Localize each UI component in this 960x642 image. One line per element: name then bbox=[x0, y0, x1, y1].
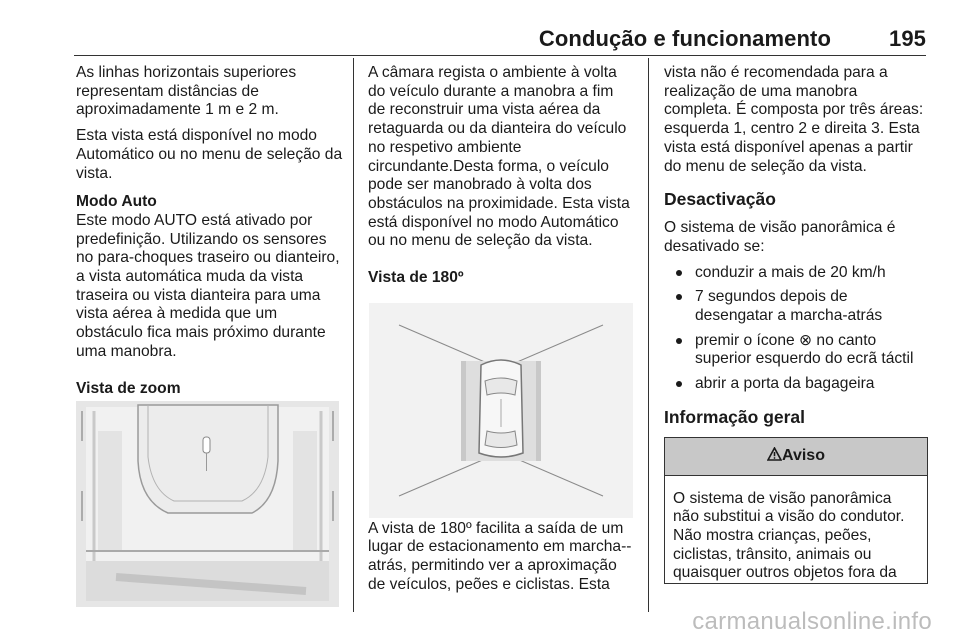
chapter-title: Condução e funcionamento bbox=[538, 26, 831, 51]
deactivation-list bbox=[664, 264, 928, 394]
column-left bbox=[76, 64, 344, 398]
paragraph: O sistema de visão panorâmica é desativado se: bbox=[664, 219, 896, 255]
list-item: abrir a porta da bagageira bbox=[664, 375, 928, 394]
figure-caption-180: Vista de 180º bbox=[368, 269, 464, 287]
paragraph: A vista de 180º facilita a saída de um lugar de estacionamento em marcha-​-atrás, permitindo ver a aproximação de veículos, peões e ciclistas. Esta bbox=[368, 519, 632, 593]
header-rule bbox=[74, 55, 926, 56]
figure-caption-zoom: Vista de zoom bbox=[76, 379, 181, 397]
warning-header bbox=[665, 438, 927, 476]
column-right bbox=[664, 64, 928, 584]
list-item: 7 segundos depois de desengatar a marcha-atrás bbox=[664, 288, 928, 325]
paragraph: As linhas horizontais superiores representam distâncias de aproximadamente 1 m e 2 m. bbox=[76, 64, 297, 119]
view-180-illustration bbox=[369, 303, 633, 518]
heading-informacao-geral: Informação geral bbox=[664, 406, 806, 427]
column-divider-1 bbox=[353, 58, 354, 612]
list-item: premir o ícone ⊗ no canto superior esquerdo do ecrã táctil bbox=[664, 332, 928, 369]
page-number: 195 bbox=[888, 26, 926, 51]
paragraph: A câmara regista o ambiente à volta do veículo durante a manobra a fim de reconstruir uma vista aérea da retaguarda ou da dianteira do veículo no respetivo ambiente circundante.Desta forma, o veículo pode ser manobrado à volta dos obstáculos na proximidade. Esta vista está disponível no modo Automático ou no menu de seleção da vista. bbox=[368, 64, 630, 250]
page-header bbox=[539, 26, 926, 52]
watermark: carmanualsonline.info bbox=[692, 608, 932, 635]
paragraph: Esta vista está disponível no modo Automático ou no menu de seleção da vista. bbox=[76, 127, 343, 182]
paragraph: Este modo AUTO está ativado por predefinição. Utilizando os sensores no para-choques traseiro ou dianteiro, a vista automática muda da vista traseira ou vista dianteira para uma vista aérea à medida que um obstáculo fica mais próximo durante uma manobra. bbox=[76, 211, 340, 360]
warning-title: Aviso bbox=[782, 446, 825, 464]
zoom-view-illustration bbox=[76, 401, 339, 607]
column-divider-2 bbox=[648, 58, 649, 612]
paragraph: vista não é recomendada para a realização de uma manobra completa. É composta por três áreas: esquerda 1, centro 2 e direita 3. Esta vista está disponível apenas a partir do menu de seleção da vista. bbox=[664, 64, 924, 175]
warning-text: O sistema de visão panorâmica não substitui a visão do condutor. Não mostra crianças, peões, ciclistas, trânsito, animais ou quaisquer outros objetos fora da bbox=[673, 489, 905, 582]
warning-box bbox=[664, 437, 928, 584]
warning-triangle-icon bbox=[767, 447, 782, 461]
list-item: conduzir a mais de 20 km/h bbox=[664, 264, 928, 283]
heading-desactivacao: Desactivação bbox=[664, 189, 776, 210]
subheading-modo-auto: Modo Auto bbox=[76, 193, 157, 211]
